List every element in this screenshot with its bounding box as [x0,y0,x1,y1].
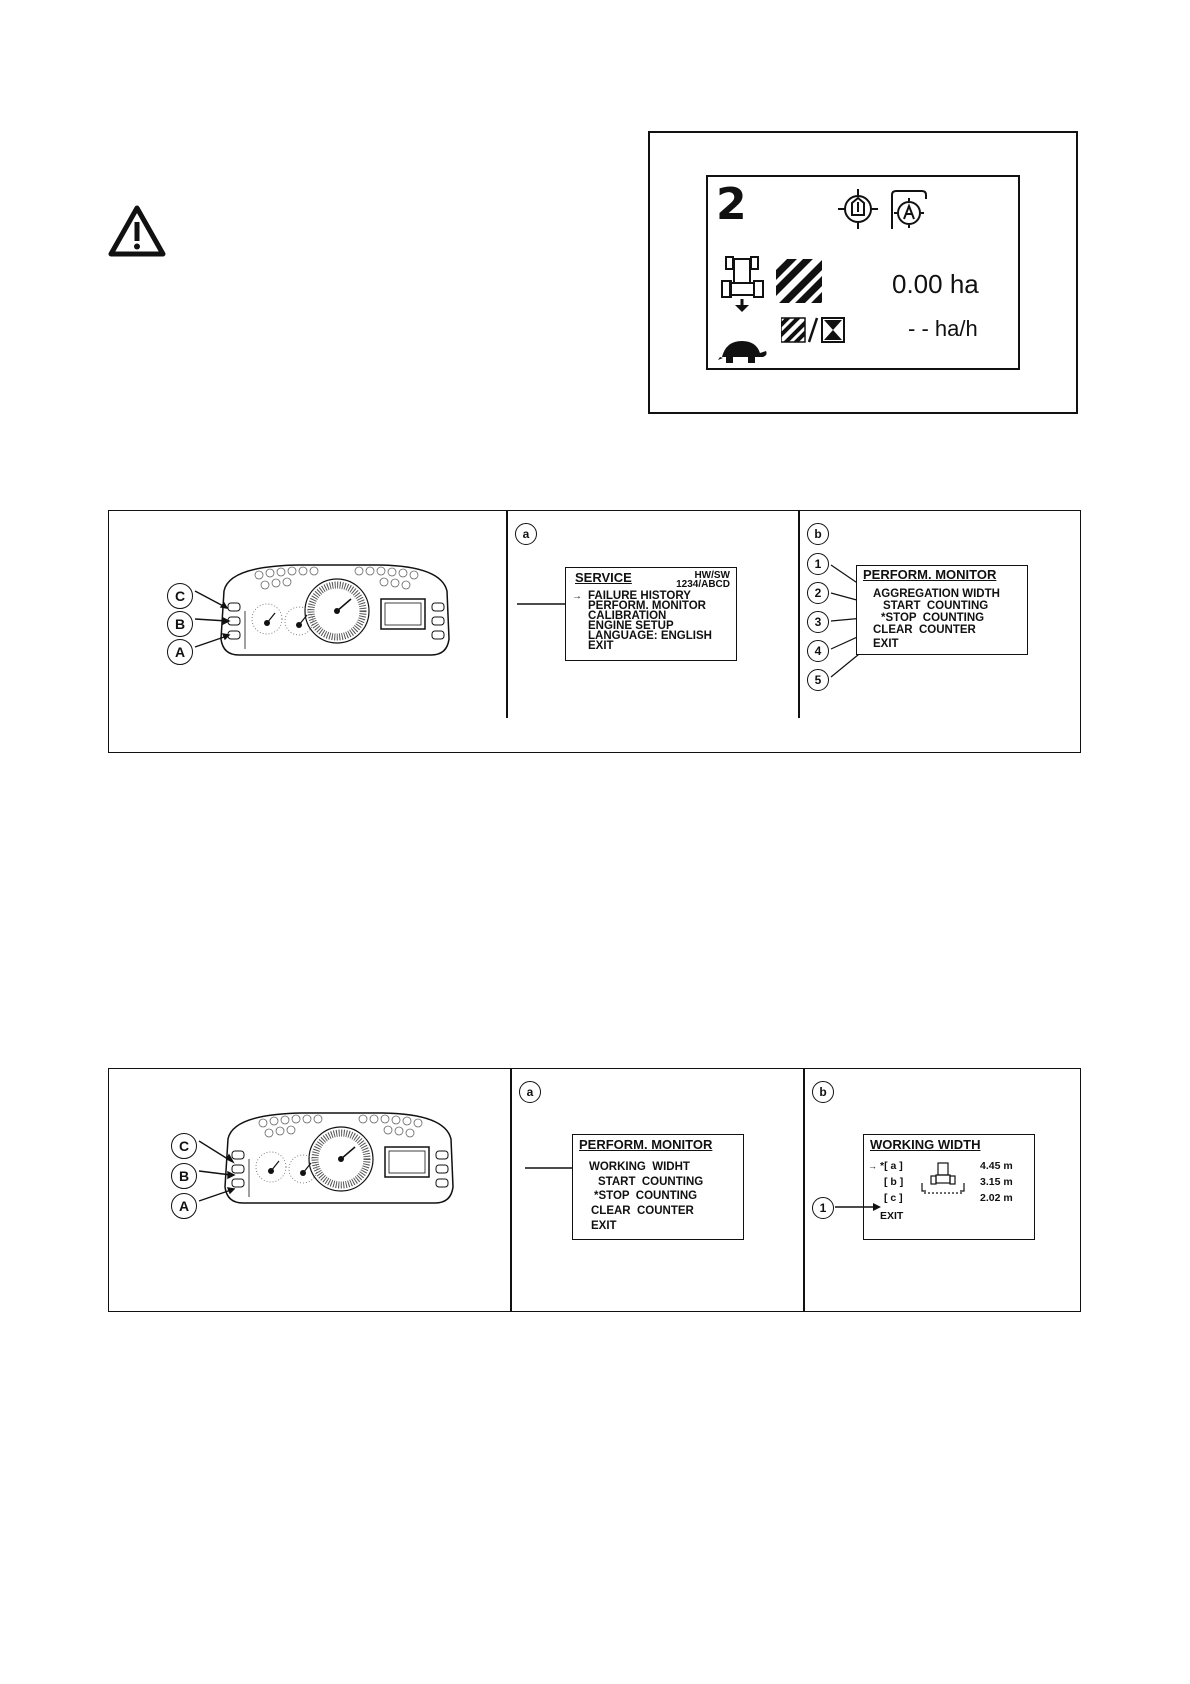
display-figure [648,131,1078,414]
service-menu-figure [108,510,1081,753]
callout-b: B [171,1163,197,1189]
menu-item[interactable]: CLEAR COUNTER [873,624,976,636]
area-per-hour-icon [781,317,847,343]
callout-c: C [171,1133,197,1159]
implement-width-icon [920,1161,966,1197]
pto-status-icons [836,187,936,233]
menu-title: WORKING WIDTH [870,1137,981,1152]
callout-c: C [167,583,193,609]
panel-divider [510,1069,512,1311]
width-key[interactable]: [ c ] [884,1192,903,1204]
callout-a: A [167,639,193,665]
panel-b-label: b [812,1081,834,1103]
menu-item[interactable]: WORKING WIDHT [589,1161,690,1173]
instrument-display [706,175,1020,370]
menu-item[interactable]: AGGREGATION WIDTH [873,588,1000,600]
menu-item[interactable]: *STOP COUNTING [881,612,985,624]
tractor-icon [718,255,766,313]
version-label: 1234/ABCD [676,579,730,590]
callout-a: A [171,1193,197,1219]
perform-monitor-menu [572,1134,744,1240]
menu-item[interactable]: LANGUAGE: ENGLISH [588,630,712,642]
panel-a-label: a [515,523,537,545]
callout-1: 1 [812,1197,834,1219]
menu-item[interactable]: CLEAR COUNTER [591,1205,694,1217]
callout-4: 4 [807,640,829,662]
area-hatch-icon [776,259,822,303]
width-key[interactable]: *[ a ] [880,1160,903,1172]
panel-a-label: a [519,1081,541,1103]
working-width-figure [108,1068,1081,1312]
menu-title: PERFORM. MONITOR [863,567,997,582]
menu-item[interactable]: CALIBRATION [588,610,667,622]
menu-title: SERVICE [575,570,632,585]
panel-b-label: b [807,523,829,545]
turtle-icon [718,337,768,365]
menu-title: PERFORM. MONITOR [579,1137,713,1152]
perform-monitor-menu [856,565,1028,655]
hw-label: HW/SW [694,570,730,581]
menu-item[interactable]: EXIT [873,638,899,650]
callout-2: 2 [807,582,829,604]
width-value: 3.15 m [980,1176,1013,1188]
menu-item[interactable]: EXIT [591,1220,617,1232]
menu-item[interactable]: ENGINE SETUP [588,620,674,632]
width-key[interactable]: [ b ] [884,1176,904,1188]
callout-5: 5 [807,669,829,691]
warning-triangle-icon [108,205,166,257]
width-value: 4.45 m [980,1160,1013,1172]
menu-item[interactable]: FAILURE HISTORY [588,590,691,602]
menu-item[interactable]: EXIT [588,640,614,652]
menu-item[interactable]: *STOP COUNTING [594,1190,698,1202]
width-value: 2.02 m [980,1192,1013,1204]
pointer-arrow-icon: → [572,591,582,602]
rate-value: - - ha/h [908,316,978,341]
working-width-menu [863,1134,1035,1240]
callout-1: 1 [807,553,829,575]
panel-divider [798,511,800,718]
callout-leader [833,1200,883,1214]
callout-3: 3 [807,611,829,633]
menu-item[interactable]: START COUNTING [883,600,989,612]
gear-number: 2 [716,179,747,230]
menu-item[interactable]: PERFORM. MONITOR [588,600,706,612]
pointer-arrow-icon: → [868,1161,877,1171]
menu-item[interactable]: START COUNTING [598,1176,704,1188]
panel-divider [506,511,508,718]
panel-divider [803,1069,805,1311]
exit-item[interactable]: EXIT [880,1210,904,1222]
callout-b: B [167,611,193,637]
area-value: 0.00 ha [892,269,979,299]
service-menu [565,567,737,661]
